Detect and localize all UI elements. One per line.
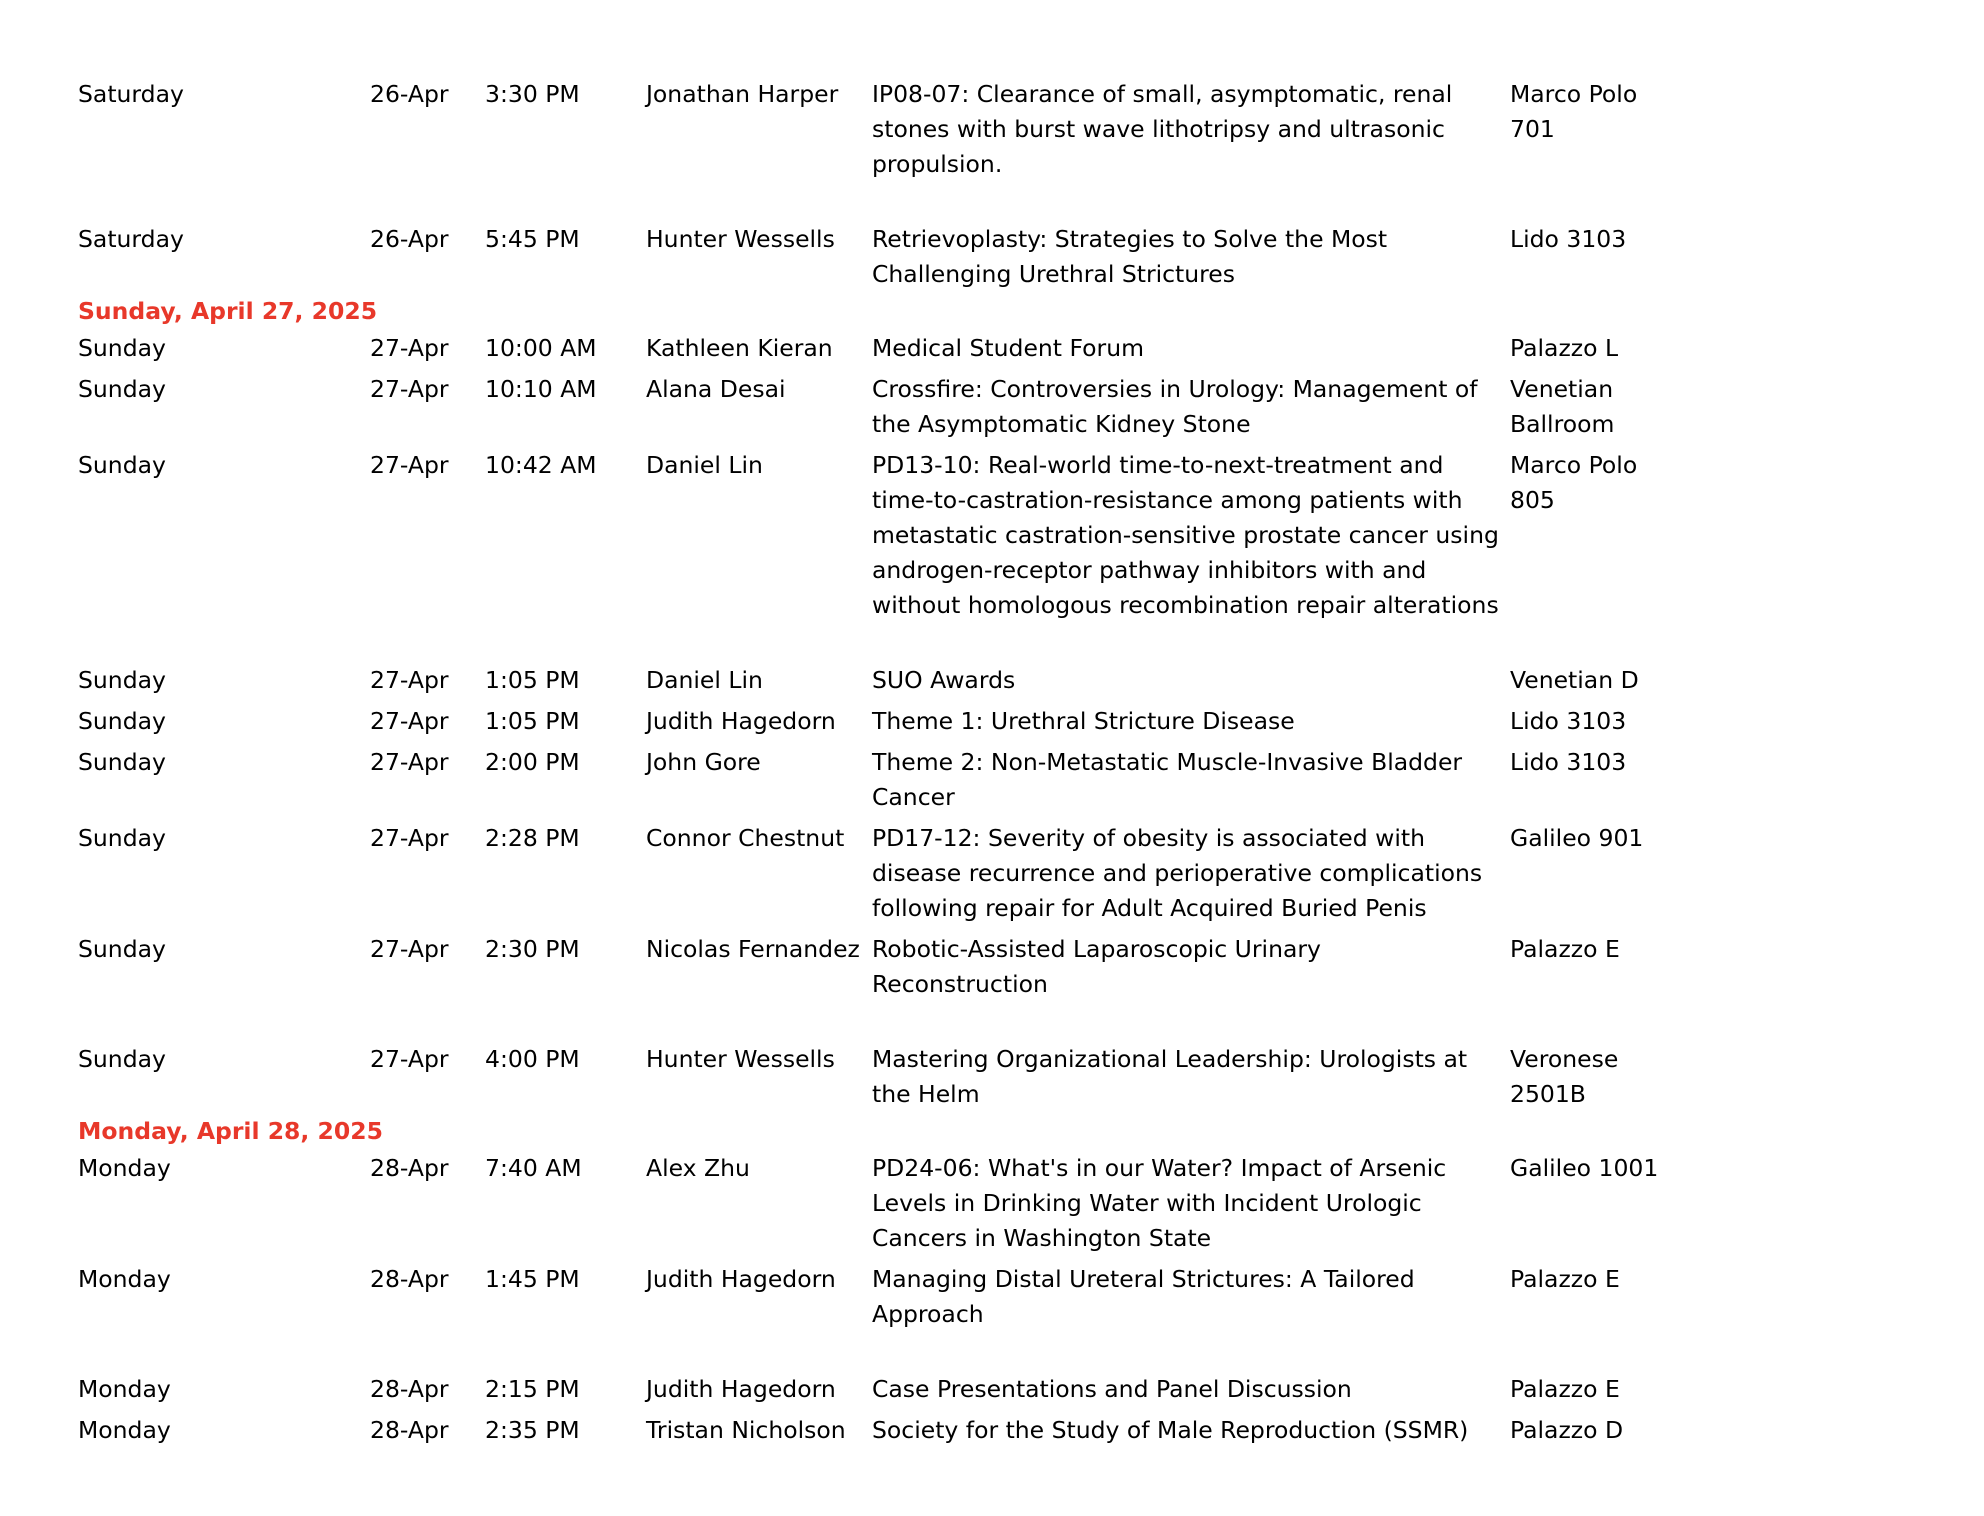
row-speaker: Tristan Nicholson [646, 1416, 846, 1444]
row-speaker: Daniel Lin [646, 451, 763, 479]
row-day: Monday [78, 1154, 171, 1182]
row-room: Palazzo E [1510, 935, 1620, 963]
row-day: Monday [78, 1375, 171, 1403]
schedule-row [78, 331, 1678, 372]
row-session-title: Managing Distal Ureteral Strictures: A Tailored Approach [872, 1265, 1415, 1328]
row-session-title: IP08-07: Clearance of small, asymptomatic, renal stones with burst wave lithotripsy and ultrasonic propulsion. [872, 80, 1453, 178]
row-date: 28-Apr [370, 1416, 449, 1444]
row-room: Galileo 901 [1510, 824, 1644, 852]
row-date: 27-Apr [370, 334, 449, 362]
row-room: Palazzo D [1510, 1416, 1624, 1444]
row-day: Monday [78, 1265, 171, 1293]
row-room: Venetian D [1510, 666, 1639, 694]
row-room: Lido 3103 [1510, 225, 1627, 253]
row-room: Palazzo E [1510, 1265, 1620, 1293]
row-session-title: Crossfire: Controversies in Urology: Management of the Asymptomatic Kidney Stone [872, 375, 1478, 438]
row-time: 5:45 PM [485, 225, 580, 253]
row-session-title: Theme 2: Non-Metastatic Muscle-Invasive Bladder Cancer [872, 748, 1463, 811]
schedule-row [78, 77, 1678, 222]
row-day: Sunday [78, 451, 166, 479]
row-session-title: Retrievoplasty: Strategies to Solve the Most Challenging Urethral Strictures [872, 225, 1388, 288]
row-date: 27-Apr [370, 935, 449, 963]
row-time: 2:28 PM [485, 824, 580, 852]
row-date: 27-Apr [370, 451, 449, 479]
row-room: Galileo 1001 [1510, 1154, 1659, 1182]
row-time: 7:40 AM [485, 1154, 582, 1182]
row-day: Monday [78, 1416, 171, 1444]
row-speaker: Judith Hagedorn [646, 1375, 836, 1403]
row-time: 3:30 PM [485, 80, 580, 108]
row-day: Sunday [78, 748, 166, 776]
row-time: 10:00 AM [485, 334, 597, 362]
row-speaker: Nicolas Fernandez [646, 935, 860, 963]
row-day: Sunday [78, 666, 166, 694]
row-day: Sunday [78, 334, 166, 362]
row-day: Saturday [78, 225, 184, 253]
row-time: 2:35 PM [485, 1416, 580, 1444]
row-speaker: Alana Desai [646, 375, 786, 403]
schedule-row [78, 222, 1678, 298]
row-date: 27-Apr [370, 1045, 449, 1073]
row-day: Sunday [78, 707, 166, 735]
row-time: 10:42 AM [485, 451, 597, 479]
row-date: 27-Apr [370, 824, 449, 852]
schedule-row [78, 704, 1678, 745]
row-speaker: Hunter Wessells [646, 225, 835, 253]
schedule-row [78, 1042, 1678, 1118]
row-date: 27-Apr [370, 748, 449, 776]
schedule-row [78, 1372, 1678, 1413]
row-time: 1:05 PM [485, 707, 580, 735]
row-date: 28-Apr [370, 1154, 449, 1182]
row-day: Sunday [78, 824, 166, 852]
row-speaker: John Gore [646, 748, 761, 776]
schedule-row [78, 745, 1678, 821]
row-room: Veronese 2501B [1510, 1045, 1619, 1108]
row-date: 28-Apr [370, 1265, 449, 1293]
row-time: 1:45 PM [485, 1265, 580, 1293]
day-heading: Monday, April 28, 2025 [78, 1117, 383, 1145]
row-session-title: Theme 1: Urethral Stricture Disease [872, 707, 1295, 735]
row-room: Lido 3103 [1510, 707, 1627, 735]
row-speaker: Judith Hagedorn [646, 1265, 836, 1293]
row-time: 1:05 PM [485, 666, 580, 694]
row-time: 2:15 PM [485, 1375, 580, 1403]
schedule-row [78, 1262, 1678, 1372]
row-session-title: Case Presentations and Panel Discussion [872, 1375, 1352, 1403]
row-speaker: Connor Chestnut [646, 824, 845, 852]
row-room: Lido 3103 [1510, 748, 1627, 776]
row-session-title: Medical Student Forum [872, 334, 1144, 362]
schedule-row [78, 821, 1678, 932]
row-session-title: PD17-12: Severity of obesity is associated with disease recurrence and perioperative complications following repair for Adult Acquired Buried Penis [872, 824, 1483, 922]
row-time: 2:00 PM [485, 748, 580, 776]
row-date: 26-Apr [370, 225, 449, 253]
schedule-row [78, 1413, 1678, 1454]
row-date: 27-Apr [370, 666, 449, 694]
row-session-title: Robotic-Assisted Laparoscopic Urinary Reconstruction [872, 935, 1321, 998]
day-heading: Sunday, April 27, 2025 [78, 297, 378, 325]
row-time: 10:10 AM [485, 375, 597, 403]
schedule-row [78, 663, 1678, 704]
row-speaker: Jonathan Harper [646, 80, 839, 108]
row-speaker: Kathleen Kieran [646, 334, 833, 362]
row-room: Venetian Ballroom [1510, 375, 1615, 438]
row-room: Marco Polo 701 [1510, 80, 1638, 143]
row-session-title: SUO Awards [872, 666, 1016, 694]
row-date: 26-Apr [370, 80, 449, 108]
row-day: Sunday [78, 935, 166, 963]
row-day: Sunday [78, 1045, 166, 1073]
row-room: Palazzo E [1510, 1375, 1620, 1403]
row-session-title: Society for the Study of Male Reproduction (SSMR) [872, 1416, 1469, 1444]
row-speaker: Hunter Wessells [646, 1045, 835, 1073]
row-day: Sunday [78, 375, 166, 403]
row-speaker: Alex Zhu [646, 1154, 750, 1182]
schedule-row [78, 372, 1678, 448]
row-speaker: Daniel Lin [646, 666, 763, 694]
row-session-title: PD24-06: What's in our Water? Impact of Arsenic Levels in Drinking Water with Incident Urologic Cancers in Washington State [872, 1154, 1447, 1252]
row-date: 27-Apr [370, 375, 449, 403]
row-time: 2:30 PM [485, 935, 580, 963]
schedule-table [78, 77, 1678, 1454]
row-day: Saturday [78, 80, 184, 108]
row-session-title: Mastering Organizational Leadership: Urologists at the Helm [872, 1045, 1468, 1108]
row-session-title: PD13-10: Real-world time-to-next-treatment and time-to-castration-resistance among patients with metastatic castration-sensitive prostate cancer using androgen-receptor pathway inhibitors with and without homologous recombination repair alterations [872, 451, 1499, 619]
row-room: Palazzo L [1510, 334, 1619, 362]
schedule-row [78, 1151, 1678, 1262]
row-time: 4:00 PM [485, 1045, 580, 1073]
row-speaker: Judith Hagedorn [646, 707, 836, 735]
schedule-row [78, 448, 1678, 663]
schedule-row [78, 932, 1678, 1042]
row-date: 27-Apr [370, 707, 449, 735]
row-date: 28-Apr [370, 1375, 449, 1403]
row-room: Marco Polo 805 [1510, 451, 1638, 514]
